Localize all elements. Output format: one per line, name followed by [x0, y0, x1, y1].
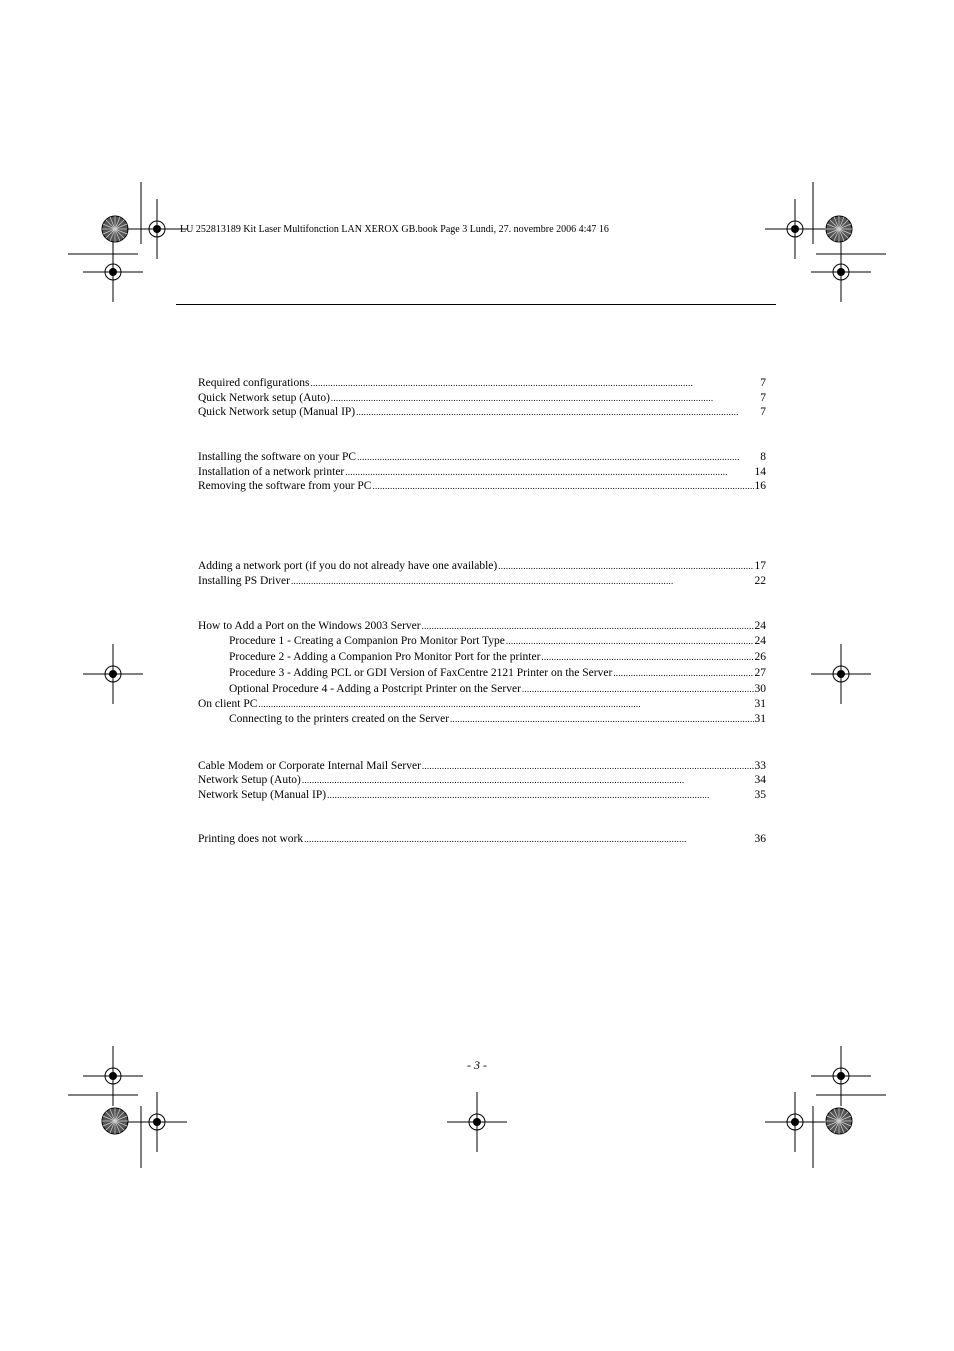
toc-entry-page: 17 [754, 560, 766, 572]
toc-entry-title: Quick Network setup (Manual IP) [198, 406, 356, 418]
toc-leader-dots [345, 465, 753, 480]
toc-entry-title: Installing PS Driver [198, 575, 290, 587]
toc-leader-dots [372, 479, 753, 494]
toc-entry-page: 24 [754, 635, 766, 647]
toc-entry-page: 7 [760, 406, 766, 418]
toc-leader-dots [613, 666, 753, 681]
toc-entry-page: 7 [760, 392, 766, 404]
toc-entry[interactable] [198, 574, 766, 589]
toc-entry-page: 30 [754, 683, 766, 695]
toc-entry[interactable] [198, 697, 766, 712]
header-rule [176, 304, 776, 305]
crosshair-target-icon [811, 1046, 871, 1106]
starburst-icon [826, 216, 852, 242]
toc-entry-page: 24 [754, 620, 766, 632]
toc-entry-title: On client PC [198, 698, 258, 710]
toc-entry-title: Network Setup (Manual IP) [198, 789, 327, 801]
toc-subentry[interactable] [229, 666, 766, 681]
crosshair-target-icon [127, 1092, 187, 1152]
toc-entry-page: 27 [754, 667, 766, 679]
toc-entry[interactable] [198, 759, 766, 774]
toc-entry-page: 31 [754, 698, 766, 710]
book-file-info: LU 252813189 Kit Laser Multifonction LAN XEROX GB.book Page 3 Lundi, 27. novembre 2006 4:47 16 [180, 224, 609, 235]
toc-entry-title: Procedure 1 - Creating a Companion Pro Monitor Port Type [229, 635, 505, 647]
toc-entry-page: 34 [754, 774, 766, 786]
toc-leader-dots [302, 773, 754, 788]
toc-entry-page: 31 [754, 713, 766, 725]
toc-leader-dots [310, 376, 759, 391]
toc-entry[interactable] [198, 405, 766, 420]
toc-entry[interactable] [198, 450, 766, 465]
toc-entry-title: Required configurations [198, 377, 310, 389]
toc-leader-dots [291, 574, 754, 589]
crosshair-target-icon [811, 242, 871, 302]
toc-subentry[interactable] [229, 650, 766, 665]
toc-leader-dots [522, 682, 754, 697]
toc-entry-page: 16 [754, 480, 766, 492]
toc-leader-dots [327, 788, 753, 803]
toc-entry-page: 8 [760, 451, 766, 463]
starburst-icon [826, 1108, 852, 1134]
toc-entry-page: 14 [754, 466, 766, 478]
toc-entry-page: 36 [754, 833, 766, 845]
toc-entry-title: Cable Modem or Corporate Internal Mail Server [198, 760, 421, 772]
toc-entry[interactable] [198, 376, 766, 391]
toc-entry-title: Installation of a network printer [198, 466, 345, 478]
toc-entry-title: Procedure 3 - Adding PCL or GDI Version of FaxCentre 2121 Printer on the Server [229, 667, 613, 679]
toc-leader-dots [356, 405, 759, 420]
toc-leader-dots [541, 650, 753, 665]
crosshair-target-icon [447, 1092, 507, 1152]
toc-leader-dots [304, 832, 753, 847]
toc-entry-page: 35 [754, 789, 766, 801]
toc-leader-dots [506, 634, 754, 649]
toc-entry-title: Printing does not work [198, 833, 304, 845]
starburst-icon [102, 216, 128, 242]
starburst-icon [102, 1108, 128, 1134]
toc-leader-dots [357, 450, 759, 465]
toc-entry[interactable] [198, 391, 766, 406]
toc-leader-dots [331, 391, 759, 406]
toc-entry-title: Procedure 2 - Adding a Companion Pro Monitor Port for the printer [229, 651, 541, 663]
toc-leader-dots [450, 712, 753, 727]
toc-leader-dots [422, 619, 754, 634]
page-number: - 3 - [467, 1058, 487, 1072]
crosshair-target-icon [765, 199, 825, 259]
toc-entry-title: Removing the software from your PC [198, 480, 372, 492]
toc-entry[interactable] [198, 619, 766, 634]
toc-entry[interactable] [198, 479, 766, 494]
crosshair-target-icon [811, 644, 871, 704]
toc-entry-page: 7 [760, 377, 766, 389]
toc-leader-dots [422, 759, 754, 774]
toc-entry-page: 33 [754, 760, 766, 772]
toc-leader-dots [258, 697, 753, 712]
toc-entry-title: Optional Procedure 4 - Adding a Postcript Printer on the Server [229, 683, 521, 695]
crosshair-target-icon [765, 1092, 825, 1152]
toc-subentry[interactable] [229, 712, 766, 727]
toc-entry[interactable] [198, 559, 766, 574]
crosshair-target-icon [83, 1046, 143, 1106]
toc-entry-title: Quick Network setup (Auto) [198, 392, 330, 404]
toc-entry[interactable] [198, 465, 766, 480]
toc-entry-title: Installing the software on your PC [198, 451, 357, 463]
toc-entry-title: How to Add a Port on the Windows 2003 Server [198, 620, 421, 632]
toc-subentry[interactable] [229, 634, 766, 649]
toc-entry[interactable] [198, 788, 766, 803]
toc-entry[interactable] [198, 832, 766, 847]
crosshair-target-icon [83, 644, 143, 704]
toc-entry-title: Connecting to the printers created on the Server [229, 713, 450, 725]
toc-entry-title: Network Setup (Auto) [198, 774, 301, 786]
toc-entry-title: Adding a network port (if you do not already have one available) [198, 560, 498, 572]
toc-entry-page: 26 [754, 651, 766, 663]
crosshair-target-icon [83, 242, 143, 302]
toc-subentry[interactable] [229, 682, 766, 697]
toc-entry[interactable] [198, 773, 766, 788]
toc-leader-dots [498, 559, 753, 574]
crosshair-target-icon [127, 199, 187, 259]
toc-entry-page: 22 [754, 575, 766, 587]
